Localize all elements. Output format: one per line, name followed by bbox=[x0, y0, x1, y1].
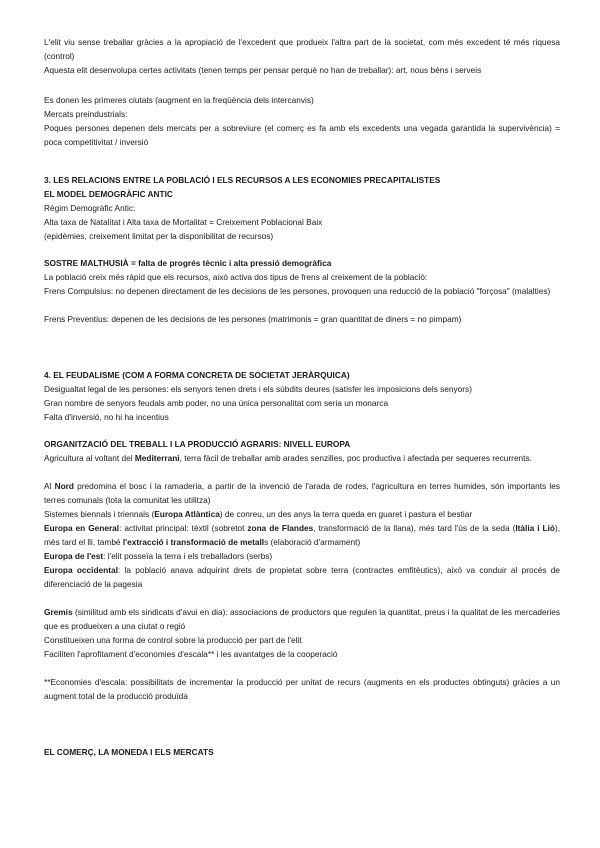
agraris-heading-block bbox=[44, 437, 560, 451]
demographic-model-heading: EL MODEL DEMOGRÀFIC ANTIC bbox=[44, 189, 173, 199]
section-5 bbox=[44, 745, 560, 759]
agraris-bold: Europa occidental bbox=[44, 565, 118, 575]
agraris-heading: ORGANITZACIÓ DEL TREBALL I LA PRODUCCIÓ AGRARIS: NIVELL EUROPA bbox=[44, 439, 351, 449]
agraris-text: Sistemes biennals i triennals ( bbox=[44, 509, 155, 519]
agraris-text: : l'elit posseïa la terra i els treballadors (serbs) bbox=[103, 551, 273, 561]
agraris-text: predomina el bosc i la ramaderia, a partir de la invenció de l'arada de rodes, l'agricultura en terres humides, són importants les terres comunals (tota la comunitat les utilitza) bbox=[44, 481, 561, 505]
section-3-line-1: Règim Demogràfic Antic: bbox=[44, 203, 136, 213]
section-4 bbox=[44, 368, 560, 424]
section-3-title: 3. LES RELACIONS ENTRE LA POBLACIÓ I ELS RECURSOS A LES ECONOMIES PRECAPITALISTES bbox=[44, 175, 441, 185]
cities-paragraph bbox=[44, 93, 560, 121]
agraris-bold: l'extracció i transformació de metall bbox=[122, 537, 265, 547]
agraris-text: ) de conreu, un des anys la terra queda en guaret i pastura el bestiar bbox=[219, 509, 473, 519]
europa-est-paragraph bbox=[44, 549, 560, 563]
agraris-text: : la població anava adquirint drets de propietat sobre terra (contractes emfitèutics), això va conduir al procés de diferenciació de la pagesia bbox=[44, 565, 560, 589]
cities-paragraph-2 bbox=[44, 121, 560, 149]
agraris-text: , terra fàcil de treballar amb arades senzilles, poc productiva i afectada per sequeres recurrents. bbox=[179, 453, 532, 463]
malthus-line-1: La població creix més ràpid que els recursos, això activa dos tipus de frens al creixement de la població: bbox=[44, 272, 428, 282]
gremis-paragraph-2 bbox=[44, 633, 560, 661]
footnote bbox=[44, 675, 560, 703]
intro-paragraph-2 bbox=[44, 63, 560, 77]
malthus-line-2: Frens Compulsius: no depenen directament de les decisions de les persones, provoquen una reducció de la població "forçosa" (malalties) bbox=[44, 286, 551, 296]
footnote-text: **Economies d'escala: possibilitats de incrementar la producció per unitat de recurs (augments en els productes obtinguts) gràcies a un augment total de la producció produïda bbox=[44, 677, 560, 701]
section-3-line-3: (epidèmies, creixement limitat per la disponibilitat de recursos) bbox=[44, 231, 274, 241]
cities-line-1: Es donen les primeres ciutats (augment en la freqüència dels intercanvis) bbox=[44, 95, 314, 105]
malthus-paragraph-2 bbox=[44, 284, 560, 298]
mediterrani-paragraph bbox=[44, 451, 560, 465]
section-5-title: EL COMERÇ, LA MONEDA I ELS MERCATS bbox=[44, 747, 214, 757]
section-3-line-2: Alta taxa de Natalitat i Alta taxa de Mortalitat = Creixement Poblacional Baix bbox=[44, 217, 323, 227]
section-3 bbox=[44, 173, 560, 243]
gremis-bold: Gremis bbox=[44, 607, 73, 617]
section-4-line-2: Gran nombre de senyors feudals amb poder, no una única personalitat com seria un monarca bbox=[44, 398, 389, 408]
agraris-bold: Mediterrani bbox=[134, 453, 180, 463]
intro-paragraph bbox=[44, 35, 560, 63]
agraris-text: s (elaboració d'armament) bbox=[264, 537, 361, 547]
cities-line-2: Mercats preindustrials: bbox=[44, 109, 128, 119]
cities-line-3: Poques persones depenen dels mercats per a sobreviure (el comerç es fa amb els excedents una vegada garantida la supervivència) = poca competitivitat / inversió bbox=[44, 123, 560, 147]
triennals-paragraph bbox=[44, 507, 560, 521]
malthus-section bbox=[44, 256, 560, 284]
agraris-bold: Nord bbox=[54, 481, 74, 491]
malthus-paragraph-3 bbox=[44, 312, 560, 326]
europa-occidental-paragraph bbox=[44, 563, 560, 591]
agraris-bold: zona de Flandes bbox=[247, 523, 314, 533]
section-4-line-1: Desigualtat legal de les persones: els senyors tenen drets i els súbdits deures (satisfer les imposicions dels senyors) bbox=[44, 384, 472, 394]
agraris-bold: Europa Atlàntica bbox=[154, 509, 220, 519]
agraris-text: : activitat principal: tèxtil (sobretot bbox=[119, 523, 248, 533]
gremis-text: (similitud amb els sindicats d'avui en dia): associacions de productors que regulen la quantitat, preus i la qualitat de les mercaderies que es produeixen a una ciutat o regió bbox=[44, 607, 560, 631]
agraris-text: ), més tard el lli, també bbox=[44, 523, 561, 547]
nord-paragraph bbox=[44, 479, 560, 507]
gremis-paragraph bbox=[44, 605, 560, 633]
malthus-heading: SOSTRE MALTHUSIÀ = falta de progrés tècnic i alta pressió demogràfica bbox=[44, 258, 332, 268]
section-4-line-3: Falta d'inversió, no hi ha incentius bbox=[44, 412, 169, 422]
agraris-bold: Europa en General bbox=[44, 523, 120, 533]
gremis-line-3: Faciliten l'aprofitament d'economies d'escala** i les avantatges de la cooperació bbox=[44, 649, 338, 659]
section-4-title: 4. EL FEUDALISME (COM A FORMA CONCRETA DE SOCIETAT JERÀRQUICA) bbox=[44, 370, 350, 380]
agraris-bold: Itàlia i Lió bbox=[515, 523, 555, 533]
intro-line-1: L'elit viu sense treballar gràcies a la apropiació de l'excedent que produeix l'altra part de la societat, com més excedent té més riquesa (control) bbox=[44, 37, 560, 61]
agraris-text: , transformació de la llana), més tard l'ús de la seda ( bbox=[313, 523, 516, 533]
agraris-text: Agricultura al voltant del bbox=[44, 453, 135, 463]
intro-line-2: Aquesta elit desenvolupa certes activitats (tenen temps per pensar perquè no han de treballar): art, nous béns i serveis bbox=[44, 65, 482, 75]
europa-general-paragraph bbox=[44, 521, 560, 549]
malthus-line-3: Frens Preventius: depenen de les decisions de les persones (matrimonis = gran quantitat de diners = no pimpam) bbox=[44, 314, 462, 324]
agraris-text: Al bbox=[44, 481, 55, 491]
agraris-bold: Europa de l'est bbox=[44, 551, 104, 561]
gremis-line-2: Constitueixen una forma de control sobre la producció per part de l'elit bbox=[44, 635, 302, 645]
